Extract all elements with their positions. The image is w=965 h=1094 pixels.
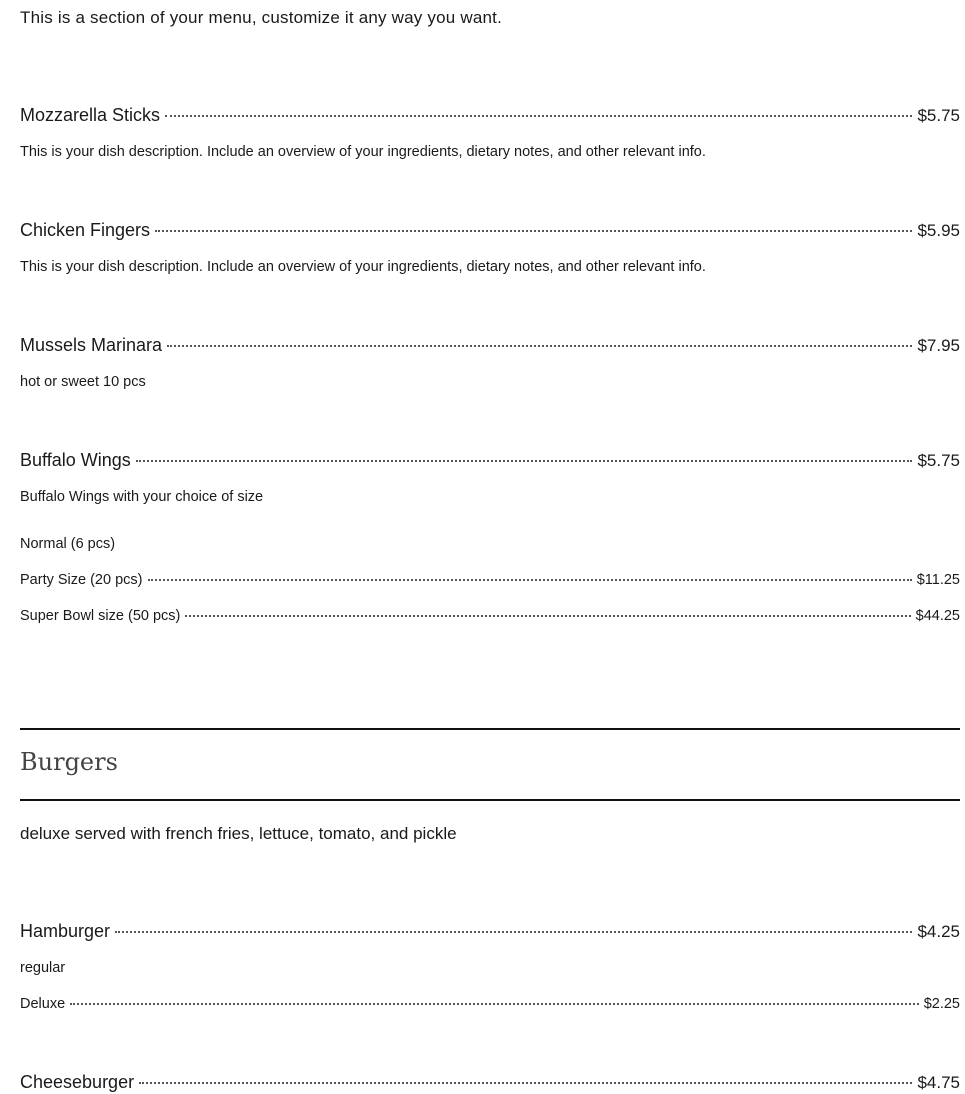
menu-item-chicken-fingers xyxy=(20,220,960,241)
section-title: Burgers xyxy=(20,748,118,776)
option-price: $44.25 xyxy=(915,608,960,624)
leader-dots xyxy=(70,1003,919,1005)
option-row xyxy=(20,536,960,552)
item-name: Mussels Marinara xyxy=(20,335,163,355)
option-name: Party Size (20 pcs) xyxy=(20,572,143,588)
item-name: Chicken Fingers xyxy=(20,220,151,240)
option-row xyxy=(20,608,960,624)
option-name: Normal (6 pcs) xyxy=(20,536,116,552)
leader-dots xyxy=(139,1082,912,1084)
item-description: This is your dish description. Include an overview of your ingredients, dietary notes, and other relevant info. xyxy=(20,259,706,275)
item-price: $5.75 xyxy=(917,451,960,470)
item-name: Cheeseburger xyxy=(20,1072,135,1092)
option-row xyxy=(20,996,960,1012)
leader-dots xyxy=(155,230,912,232)
item-description: hot or sweet 10 pcs xyxy=(20,374,146,390)
section-description: deluxe served with french fries, lettuce, tomato, and pickle xyxy=(20,824,457,843)
option-name: Deluxe xyxy=(20,996,66,1012)
item-name: Mozzarella Sticks xyxy=(20,105,161,125)
menu-item-cheeseburger xyxy=(20,1072,960,1093)
section-divider-bottom xyxy=(20,799,960,801)
option-price: $11.25 xyxy=(916,572,960,588)
menu-item-hamburger xyxy=(20,921,960,942)
leader-dots xyxy=(115,931,912,933)
item-price: $5.95 xyxy=(917,221,960,240)
leader-dots xyxy=(136,460,913,462)
option-name: Super Bowl size (50 pcs) xyxy=(20,608,181,624)
item-price: $7.95 xyxy=(917,336,960,355)
option-price: $2.25 xyxy=(923,996,960,1012)
item-description: Buffalo Wings with your choice of size xyxy=(20,489,264,505)
leader-dots xyxy=(167,345,912,347)
option-row xyxy=(20,572,960,588)
item-description: This is your dish description. Include an overview of your ingredients, dietary notes, and other relevant info. xyxy=(20,144,706,160)
menu-item-mozzarella-sticks xyxy=(20,105,960,126)
item-description: regular xyxy=(20,960,66,976)
section-intro: This is a section of your menu, customize it any way you want. xyxy=(20,8,502,27)
menu-item-mussels-marinara xyxy=(20,335,960,356)
item-price: $5.75 xyxy=(917,106,960,125)
section-divider-top xyxy=(20,728,960,730)
item-name: Buffalo Wings xyxy=(20,450,131,470)
menu-item-buffalo-wings xyxy=(20,450,960,471)
item-price: $4.75 xyxy=(917,1073,960,1092)
leader-dots xyxy=(148,579,912,581)
item-price: $4.25 xyxy=(917,922,960,941)
item-name: Hamburger xyxy=(20,921,111,941)
leader-dots xyxy=(185,615,910,617)
leader-dots xyxy=(165,115,912,117)
